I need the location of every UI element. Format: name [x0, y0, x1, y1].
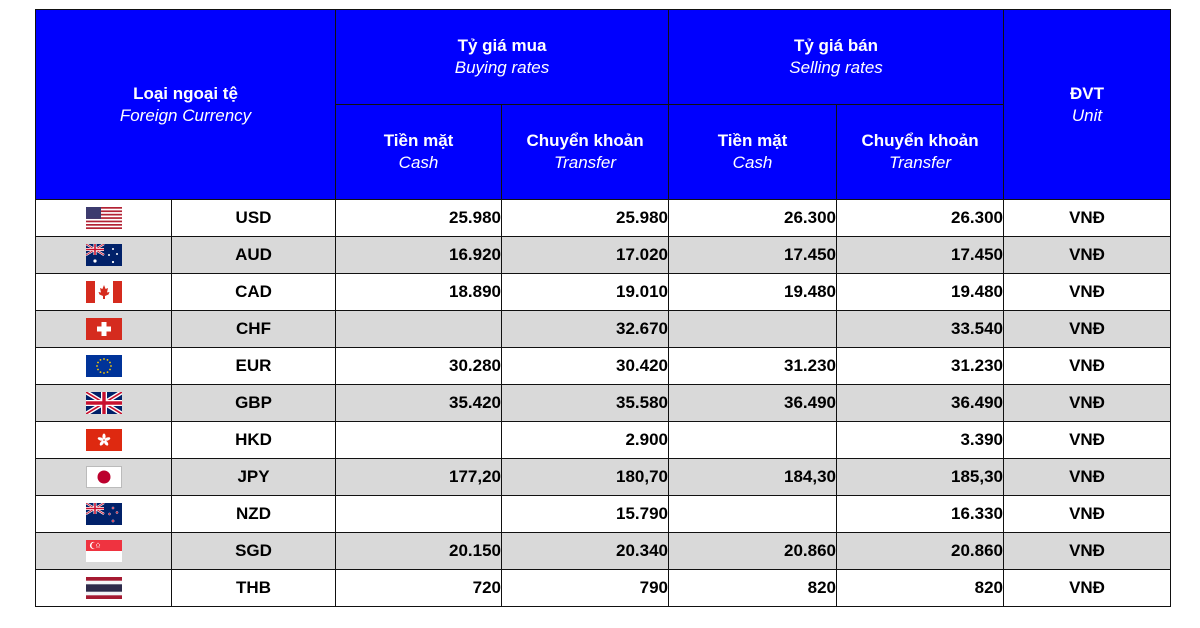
buy-transfer-cell: 17.020 [502, 237, 669, 274]
table-row [36, 200, 1171, 237]
table-row [36, 422, 1171, 459]
buy-cash-cell: 30.280 [336, 348, 502, 385]
unit-cell: VNĐ [1004, 348, 1171, 385]
buy-cash-cell: 720 [336, 570, 502, 607]
sell-cash-header [669, 105, 837, 200]
unit-cell: VNĐ [1004, 274, 1171, 311]
currency-code: CAD [172, 274, 336, 311]
jp-flag-icon [86, 466, 122, 488]
flag-cell [36, 533, 172, 570]
flag-cell [36, 200, 172, 237]
sell-transfer-cell: 3.390 [837, 422, 1004, 459]
flag-cell [36, 237, 172, 274]
buy-transfer-header [502, 105, 669, 200]
sell-transfer-cell: 33.540 [837, 311, 1004, 348]
buy-cash-cell [336, 311, 502, 348]
table-row [36, 496, 1171, 533]
buy-cash-cell: 25.980 [336, 200, 502, 237]
sell-cash-cell: 17.450 [669, 237, 837, 274]
table-row [36, 237, 1171, 274]
unit-column-header [1004, 10, 1171, 200]
currency-code: THB [172, 570, 336, 607]
buy-cash-header-en: Cash [398, 153, 439, 172]
sell-cash-cell [669, 311, 837, 348]
buy-cash-cell: 35.420 [336, 385, 502, 422]
buy-transfer-header-en: Transfer [553, 153, 617, 172]
table-row [36, 533, 1171, 570]
selling-header-en: Selling rates [789, 58, 883, 77]
unit-header-vi: ĐVT [1070, 83, 1105, 103]
sell-cash-cell: 20.860 [669, 533, 837, 570]
sell-transfer-cell: 16.330 [837, 496, 1004, 533]
table-row [36, 385, 1171, 422]
table-row [36, 311, 1171, 348]
sell-transfer-cell: 185,30 [837, 459, 1004, 496]
sell-cash-cell [669, 496, 837, 533]
unit-cell: VNĐ [1004, 496, 1171, 533]
ch-flag-icon [86, 318, 122, 340]
table-header [36, 10, 1171, 200]
buying-header-en: Buying rates [454, 58, 550, 77]
flag-cell [36, 496, 172, 533]
table-row [36, 570, 1171, 607]
sell-cash-cell: 36.490 [669, 385, 837, 422]
buy-cash-cell: 177,20 [336, 459, 502, 496]
table-row [36, 459, 1171, 496]
flag-cell [36, 311, 172, 348]
sell-cash-cell [669, 422, 837, 459]
flag-cell [36, 274, 172, 311]
buy-transfer-cell: 2.900 [502, 422, 669, 459]
flag-cell [36, 422, 172, 459]
buy-cash-cell: 18.890 [336, 274, 502, 311]
sell-cash-header-vi: Tiền mặt [717, 131, 788, 150]
sell-transfer-cell: 19.480 [837, 274, 1004, 311]
us-flag-icon [86, 207, 122, 229]
table-row [36, 274, 1171, 311]
buy-transfer-cell: 19.010 [502, 274, 669, 311]
table-row [36, 348, 1171, 385]
currency-column-header [36, 10, 336, 200]
buy-cash-header-vi: Tiền mặt [383, 131, 454, 150]
unit-cell: VNĐ [1004, 385, 1171, 422]
sell-transfer-header-en: Transfer [888, 153, 952, 172]
currency-code: EUR [172, 348, 336, 385]
selling-rates-header [669, 10, 1004, 105]
exchange-rate-table [35, 9, 1171, 607]
currency-code: JPY [172, 459, 336, 496]
sell-transfer-header [837, 105, 1004, 200]
buy-transfer-cell: 30.420 [502, 348, 669, 385]
buy-transfer-header-vi: Chuyển khoản [526, 131, 644, 150]
th-flag-icon [86, 577, 122, 599]
currency-code: NZD [172, 496, 336, 533]
currency-header-vi: Loại ngoại tệ [133, 83, 238, 103]
currency-code: HKD [172, 422, 336, 459]
unit-header-en: Unit [1071, 105, 1103, 125]
sell-cash-cell: 26.300 [669, 200, 837, 237]
unit-cell: VNĐ [1004, 200, 1171, 237]
buy-cash-header [336, 105, 502, 200]
buy-transfer-cell: 15.790 [502, 496, 669, 533]
buy-transfer-cell: 790 [502, 570, 669, 607]
buy-cash-cell: 16.920 [336, 237, 502, 274]
flag-cell [36, 459, 172, 496]
buy-transfer-cell: 180,70 [502, 459, 669, 496]
buy-transfer-cell: 32.670 [502, 311, 669, 348]
sell-transfer-cell: 20.860 [837, 533, 1004, 570]
unit-cell: VNĐ [1004, 311, 1171, 348]
buy-transfer-cell: 25.980 [502, 200, 669, 237]
buy-cash-cell [336, 496, 502, 533]
gb-flag-icon [86, 392, 122, 414]
unit-cell: VNĐ [1004, 459, 1171, 496]
sell-cash-cell: 820 [669, 570, 837, 607]
currency-code: AUD [172, 237, 336, 274]
selling-header-vi: Tỷ giá bán [793, 36, 879, 55]
buying-rates-header [336, 10, 669, 105]
nz-flag-icon [86, 503, 122, 525]
sell-cash-cell: 19.480 [669, 274, 837, 311]
currency-code: SGD [172, 533, 336, 570]
flag-cell [36, 570, 172, 607]
sell-transfer-cell: 36.490 [837, 385, 1004, 422]
buy-transfer-cell: 20.340 [502, 533, 669, 570]
buying-header-vi: Tỷ giá mua [457, 36, 547, 55]
hk-flag-icon [86, 429, 122, 451]
sell-cash-cell: 184,30 [669, 459, 837, 496]
table-body [36, 200, 1171, 607]
currency-code: CHF [172, 311, 336, 348]
buy-cash-cell: 20.150 [336, 533, 502, 570]
unit-cell: VNĐ [1004, 237, 1171, 274]
sell-cash-cell: 31.230 [669, 348, 837, 385]
buy-transfer-cell: 35.580 [502, 385, 669, 422]
au-flag-icon [86, 244, 122, 266]
sell-transfer-cell: 820 [837, 570, 1004, 607]
flag-cell [36, 385, 172, 422]
currency-code: GBP [172, 385, 336, 422]
ca-flag-icon [86, 281, 122, 303]
sell-cash-header-en: Cash [732, 153, 773, 172]
unit-cell: VNĐ [1004, 422, 1171, 459]
sell-transfer-cell: 17.450 [837, 237, 1004, 274]
currency-header-en: Foreign Currency [119, 105, 252, 125]
eu-flag-icon [86, 355, 122, 377]
sell-transfer-cell: 26.300 [837, 200, 1004, 237]
sell-transfer-header-vi: Chuyển khoản [861, 131, 979, 150]
flag-cell [36, 348, 172, 385]
unit-cell: VNĐ [1004, 570, 1171, 607]
sell-transfer-cell: 31.230 [837, 348, 1004, 385]
unit-cell: VNĐ [1004, 533, 1171, 570]
buy-cash-cell [336, 422, 502, 459]
currency-code: USD [172, 200, 336, 237]
sg-flag-icon [86, 540, 122, 562]
